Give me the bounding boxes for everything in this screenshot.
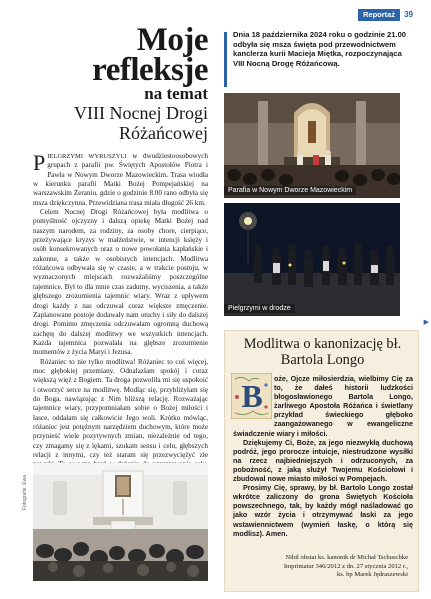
title-line-4: VIII Nocnej Drogi [74,103,208,123]
paragraph-1-text: w dwudziestoosobowych grupach z parafii pw. Świętych Apostołów Piotra i Pawła w Nowym Dworze Mazowieckim. Trasa wiodła w kierunku parafii Matki Bożej Pompejańskiej na warszawskim Żeraniu, gdzie o godzinie 8.00 rano odbyła się msza dziękczynna. Przewidziana trasa miała długość 26 km. [33,152,208,207]
pilgrims-night-illustration [224,203,400,316]
pilgrims-night-photo [224,203,400,316]
church-mass-photo [224,93,400,198]
margin-arrow-icon: ▶ [423,319,429,326]
prayer-paragraph-1: oże, Ojcze miłosierdzia, wielbimy Cię za to, że dałeś historii ludzkości błogosławionego Bartola Longo, żarliwego Apostoła Różańca i świetlany przykład świeckiego głęboko zaangażowanego w ewangeliczne świadczenie wiary i miłości. [233,375,413,438]
paragraph-3: Różaniec to nie tylko modlitwa! Różaniec to coś więcej, moc głębokiej przemiany. Odnalazłam spokój i coraz większą więź z Bogiem. Ta droga pozwoliła mi się uspokoić i otworzyć serce na modlitwę. Modląc się, przybliżyłam się do Boga, nawiązując z Nim bliższą relację. Rozważając tajemnice wiary, przypomniałam sobie o Bożej miłości i łasce, oddałam się całkowicie Jego woli. Krótko mówiąc, różaniec jest potężnym narzędziem duchowym, które może przynieść wiele pozytywnych zmian, niezależnie od tego, czy zmagamy się z lękami, szukam sensu i celu, głębszych relacji z innymi, czy też staram się przezwyciężyć złe [33,357,208,459]
nihil-line-2: Imprimatur 346/2012 z dn. 27 stycznia 2012 r., [283,562,408,570]
prayer-box [224,330,419,592]
title-line-1: Moje [136,22,208,58]
nihil-obstat [238,554,408,580]
lead-in: IELGRZYMI WYRUSZYLI [47,153,127,160]
photo2-caption: Pielgrzymi w drodze [224,304,295,313]
prayer-paragraph-2: Dziękujemy Ci, Boże, za jego niezwykłą duchową podróż, jego prorocze intuicje, niestrudzone wysiłki na rzecz najbiedniejszych i odrzuconych, za pobożność, z jaką służył Twojemu Kościołowi i zbudowal nowe miasto miłości w Pompejach. [233,438,413,484]
church-mass-illustration [224,93,400,198]
photo-credit: Fotografie: Ewa [22,474,28,510]
prayer-title: Modlitwa o kanonizację bł. Bartola Longo [243,336,402,368]
title-line-5: Różańcowej [119,123,208,143]
title-line-3: na temat [144,84,208,103]
title-line-2: refleksje [92,52,208,88]
prayer-text [233,375,413,539]
section-tag [358,8,413,21]
intro-accent-bar [224,32,227,87]
initial-spacer [233,375,274,422]
paragraph-2: Celem Nocnej Drogi Różańcowej była modlitwa o pomyślność ojczyzny i dalszą opiekę Matki Bożej nad naszym narodem, za rodziny, za osoby chore, cierpiące, przeżywające kryzys w małżeństwie, w intencji księży i osób konsekrowanych oraz o nowe powołania kapłańskie i zakonne, a także w osobistych intencjach. Modlitwa różańcowa odbywała się w czasie, a w trakcie postoju, w wyznaczonych miejscach rozważaliśmy poszczególne tajemnice. Był to dla mnie czas zadumy, wyciszenia, a także głębszego zrozumienia tajemnic wiary. Wraz z upływem drogi każdy z nas odczuwał coraz większe zmęczenie. Zaplanowane postoje dodawały nam otuchy i siły do dalszej drogi. Pomimo zmęczenia odczuwałam ogromną duchową zachętę do dalszej modlitwy we wszystkich intencjach. Każda tajemnica pozwalała na głębsze zrozumienie momentów z życia Maryi i Jezusa. [33,208,208,357]
initial-letter: B [241,378,263,414]
intro-text: Dnia 18 października 2024 roku o godzinie 21.00 odbyła się msza święta pod przewodnictwem kanclerza kurii Macieja Miętka, rozpoczynająca VIII Nocną Drogę Różańcową. [233,30,407,68]
article-body [33,152,208,488]
church-interior-illustration [33,463,208,581]
prayer-paragraph-3: Prosimy Cię, sprawy, by bł. Bartolo Longo został wkrótce zaliczony do grona Świętych Kościoła powszechnego, tak, by każdy mógł naśladować go jako wzór życia i otrzymywać łaski za jego wstawiennictwem (wymień łaskę, o którą się modlisz). Amen. [233,484,413,538]
nihil-line-1: Nihil obstat ks. kanonik dr Michał Tschuschke [285,554,408,561]
photo1-caption: Parafia w Nowym Dworze Mazowieckim [224,186,356,195]
church-interior-photo [33,463,208,581]
drop-cap: P [33,150,46,175]
paragraph-1 [33,152,208,208]
article-title [22,22,208,143]
page-number: 39 [404,9,413,19]
section-label: Reportaż [358,9,400,21]
nihil-line-3: ks. bp Marek Jędraszewski [336,571,408,579]
